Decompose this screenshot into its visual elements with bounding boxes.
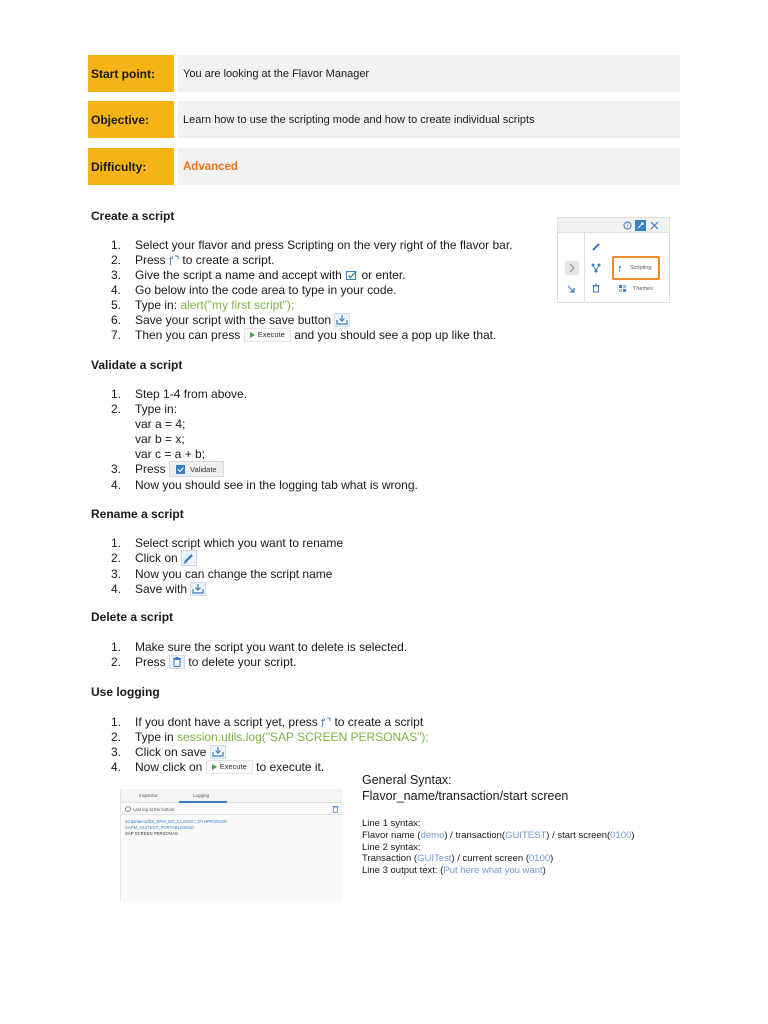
save-icon (334, 313, 350, 327)
difficulty-row (88, 148, 680, 185)
start-point-row (88, 55, 680, 92)
log-line: SAP SCREEN PERSONAS (125, 831, 178, 836)
scripting-icon (618, 264, 626, 272)
delete-script-steps (111, 640, 407, 670)
list-item: 2. Type in session.utils.log("SAP SCREEN PERSONAS"); (111, 730, 429, 744)
list-item: 3. Give the script a name and accept with or enter. (111, 268, 406, 282)
list-item: 2. Type in: var a = 4; var b = x; var c = a + b; (111, 402, 206, 461)
step-text: Give the script a name and accept with (135, 268, 342, 282)
step-text: to create a script (334, 715, 424, 729)
trash-icon (169, 655, 185, 669)
list-item: 7. Then you can press Execute and you should see a pop up like that. (111, 328, 497, 342)
list-item: 3. Click on save (111, 745, 429, 760)
close-icon (650, 221, 659, 230)
expand-arrow (565, 261, 579, 275)
trash-icon (332, 805, 339, 813)
collapse-arrow-icon (566, 284, 576, 294)
step-text: Select your flavor and press Scripting on the very right of the flavor bar. (135, 238, 513, 252)
step-text: Now click on (135, 760, 203, 774)
logging-tabs (121, 789, 342, 803)
list-item: 2. Click on (111, 551, 343, 567)
log-line: script/demo/BS_EPM_BO_CLASSIC_DYNPRO/0100 (125, 819, 227, 824)
step-text: or enter. (361, 268, 406, 282)
start-point-value: You are looking at the Flavor Manager (178, 55, 680, 92)
code-line: var a = 4; (135, 417, 186, 431)
list-item: 4. Save with (111, 582, 343, 597)
difficulty-label: Difficulty: (88, 148, 174, 185)
list-item: 2. Press to delete your script. (111, 655, 297, 669)
syntax-line: Line 1 syntax: (362, 818, 421, 829)
code-line: var c = a + b; (135, 447, 206, 461)
objective-label: Objective: (88, 101, 174, 138)
objective-value: Learn how to use the scripting mode and how to create individual scripts (178, 101, 680, 138)
save-icon (210, 745, 226, 759)
step-text: Type in: (135, 298, 178, 312)
trash-icon (591, 283, 601, 293)
list-item: 1. Select your flavor and press Scripting on the very right of the flavor bar. (111, 238, 513, 252)
step-text: Step 1-4 from above. (135, 387, 248, 401)
toolbar-text: Last log at the bottom (133, 807, 175, 812)
objective-row (88, 101, 680, 138)
list-item: 3. Press Validate (111, 462, 418, 478)
step-text: If you dont have a script yet, press (135, 715, 318, 729)
execute-button (206, 760, 253, 774)
create-script-heading: Create a script (91, 209, 175, 223)
syntax-line: Flavor name (demo) / transaction(GUITEST) / start screen(0100) (362, 830, 635, 841)
rename-script-steps (111, 536, 343, 597)
code-snippet: alert("my first script"); (180, 298, 295, 312)
list-item: 1. Step 1-4 from above. (111, 387, 248, 401)
step-text: to delete your script. (188, 655, 297, 669)
list-item: 4. Go below into the code area to type in your code. (111, 283, 397, 297)
syntax-title: General Syntax: (362, 773, 452, 787)
start-point-label: Start point: (88, 55, 174, 92)
play-icon (250, 332, 255, 338)
validate-label: Validate (190, 464, 217, 474)
syntax-line: Transaction (GUITest) / current screen (0100) (362, 853, 554, 864)
step-text: Make sure the script you want to delete is selected. (135, 640, 408, 654)
create-script-icon (321, 717, 331, 727)
step-text: Select script which you want to rename (135, 536, 344, 550)
execute-label: Execute (219, 762, 247, 772)
flavor-bar-panel (557, 217, 670, 303)
step-text: Then you can press (135, 328, 241, 342)
tab-logging: Logging (193, 793, 210, 798)
themes-label: Themes (633, 286, 653, 292)
use-logging-heading: Use logging (91, 685, 160, 699)
panel-topbar (558, 218, 669, 233)
list-item: 1. Select script which you want to rename (111, 536, 344, 550)
step-text: Type in: (135, 402, 178, 416)
list-item: 4. Now click on Execute to execute it. (111, 760, 325, 774)
use-logging-steps (111, 715, 429, 775)
logging-toolbar (121, 804, 342, 815)
step-text: Click on save (135, 745, 207, 759)
execute-label: Execute (257, 330, 285, 340)
code-line: var b = x; (135, 432, 185, 446)
chevron-right-icon (565, 261, 579, 275)
save-icon (190, 582, 206, 596)
svg-text:ꝭ: ꝭ (169, 255, 174, 265)
logging-screenshot (120, 789, 342, 901)
list-item: 3. Now you can change the script name (111, 567, 333, 581)
share-icon (591, 263, 601, 273)
difficulty-value: Advanced (178, 148, 680, 185)
list-item: 1. If you dont have a script yet, press ꝭ to create a script (111, 715, 424, 729)
create-script-icon (169, 255, 179, 265)
play-icon (212, 764, 217, 770)
svg-text:ꝭ: ꝭ (321, 717, 326, 727)
list-item: 2. Press ꝭ to create a script. (111, 253, 275, 267)
step-text: Now you can change the script name (135, 567, 333, 581)
step-text: Type in (135, 730, 174, 744)
create-script-steps (111, 238, 513, 343)
themes-icon (619, 285, 626, 292)
syntax-line: Line 3 output text: (Put here what you want) (362, 865, 546, 876)
validate-script-steps (111, 387, 418, 493)
svg-text:ꝭ: ꝭ (618, 265, 622, 272)
execute-button (244, 328, 291, 342)
syntax-line: Line 2 syntax: (362, 842, 421, 853)
delete-script-heading: Delete a script (91, 610, 174, 624)
validate-script-heading: Validate a script (91, 358, 183, 372)
step-text: and you should see a pop up like that. (294, 328, 497, 342)
scripting-label: Scripting (630, 265, 652, 271)
log-line: SAPM_GUITEST_FORTABLE/0010 (125, 825, 194, 830)
list-item: 5. Type in: alert("my first script"); (111, 298, 295, 312)
pin-icon (635, 220, 646, 231)
step-text: Press (135, 253, 166, 267)
step-text: Click on (135, 551, 178, 566)
tab-inspector: Inspector (139, 793, 158, 798)
validate-button (169, 461, 224, 477)
validate-icon (176, 465, 185, 474)
step-text: Now you should see in the logging tab what is wrong. (135, 478, 418, 492)
step-text: Save with (135, 582, 188, 596)
code-snippet: session.utils.log("SAP SCREEN PERSONAS"); (177, 730, 429, 744)
info-icon (125, 806, 131, 812)
step-text: Press (135, 655, 166, 669)
step-text: to execute it. (256, 760, 325, 774)
pencil-icon (591, 242, 601, 252)
step-text: Go below into the code area to type in your code. (135, 283, 397, 297)
list-item: 1. Make sure the script you want to delete is selected. (111, 640, 408, 654)
step-text: Press (135, 462, 166, 477)
step-text: Save your script with the save button (135, 313, 332, 327)
list-item: 6. Save your script with the save button (111, 313, 513, 328)
step-text: to create a script. (182, 253, 275, 267)
panel-divider (584, 233, 585, 303)
svg-text:?: ? (626, 223, 629, 230)
rename-script-heading: Rename a script (91, 507, 184, 521)
active-tab-indicator (179, 801, 227, 803)
edit-icon (181, 550, 197, 566)
help-icon (623, 221, 632, 230)
syntax-subtitle: Flavor_name/transaction/start screen (362, 789, 569, 803)
list-item: 4. Now you should see in the logging tab what is wrong. (111, 478, 418, 492)
accept-icon (345, 269, 358, 281)
